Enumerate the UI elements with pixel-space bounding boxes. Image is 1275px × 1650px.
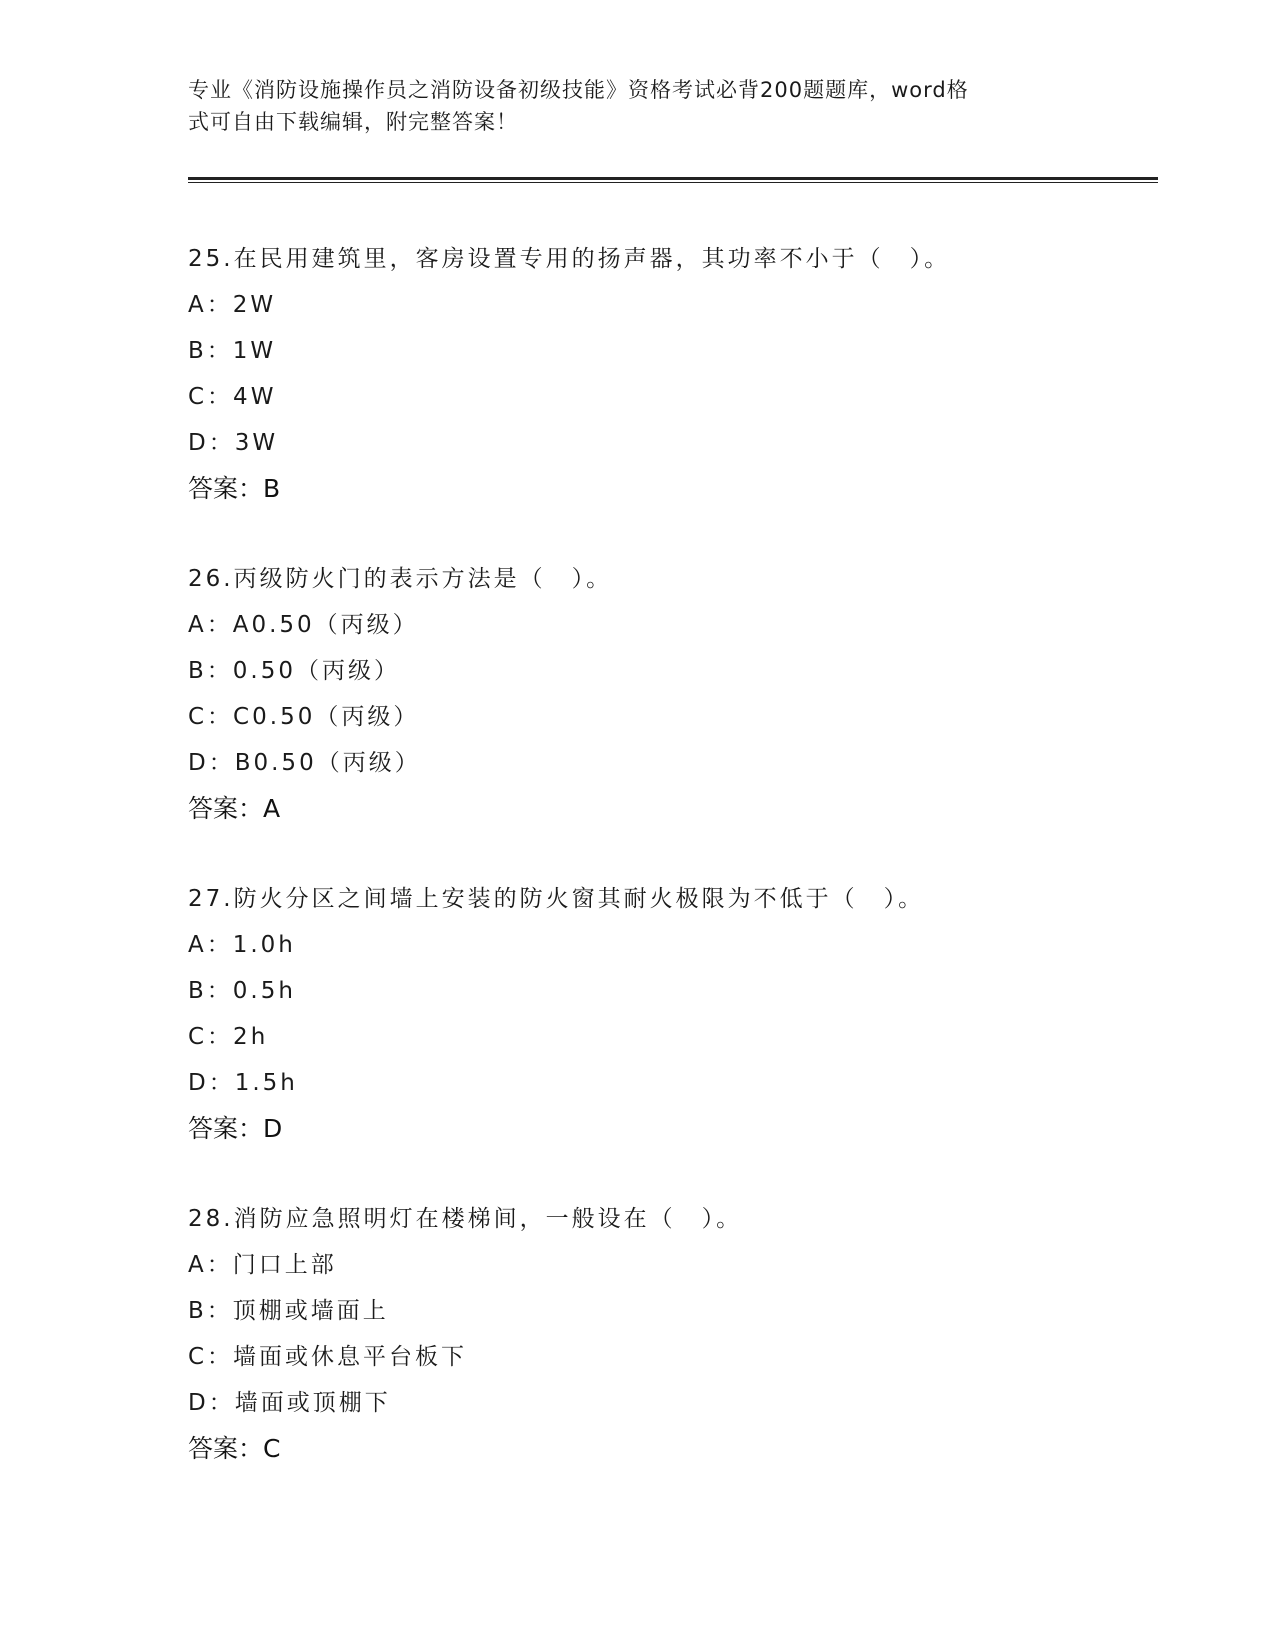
question-26 <box>188 556 1168 876</box>
option-b: B：1W <box>188 338 277 364</box>
option-b: B：顶棚或墙面上 <box>188 1298 389 1324</box>
option-a: A：门口上部 <box>188 1252 337 1278</box>
header-divider-thick <box>188 177 1158 180</box>
answer-line: 答案：C <box>188 1434 281 1463</box>
question-25 <box>188 236 1168 556</box>
document-header <box>188 74 1068 138</box>
option-b: B：0.5h <box>188 978 296 1004</box>
option-d: D：B0.50（丙级） <box>188 750 421 776</box>
question-stem: 25.在民用建筑里，客房设置专用的扬声器，其功率不小于（ ）。 <box>188 246 951 272</box>
option-d: D：3W <box>188 430 279 456</box>
header-line-2: 式可自由下载编辑，附完整答案！ <box>188 110 518 134</box>
option-b: B：0.50（丙级） <box>188 658 400 684</box>
option-a: A：A0.50（丙级） <box>188 612 419 638</box>
answer-line: 答案：B <box>188 474 281 503</box>
question-stem: 28.消防应急照明灯在楼梯间，一般设在（ ）。 <box>188 1206 743 1232</box>
question-28 <box>188 1196 1168 1516</box>
option-c: C：墙面或休息平台板下 <box>188 1344 468 1370</box>
answer-line: 答案：D <box>188 1114 283 1143</box>
option-c: C：2h <box>188 1024 269 1050</box>
question-list <box>188 236 1168 1516</box>
question-stem: 27.防火分区之间墙上安装的防火窗其耐火极限为不低于（ ）。 <box>188 886 925 912</box>
option-c: C：C0.50（丙级） <box>188 704 420 730</box>
option-a: A：1.0h <box>188 932 296 958</box>
answer-line: 答案：A <box>188 794 281 823</box>
option-d: D：墙面或顶棚下 <box>188 1390 391 1416</box>
header-divider-thin <box>188 182 1158 183</box>
question-stem: 26.丙级防火门的表示方法是（ ）。 <box>188 566 613 592</box>
header-line-1: 专业《消防设施操作员之消防设备初级技能》资格考试必背200题题库，word格 <box>188 78 969 102</box>
option-a: A：2W <box>188 292 277 318</box>
option-c: C：4W <box>188 384 277 410</box>
option-d: D：1.5h <box>188 1070 298 1096</box>
question-27 <box>188 876 1168 1196</box>
